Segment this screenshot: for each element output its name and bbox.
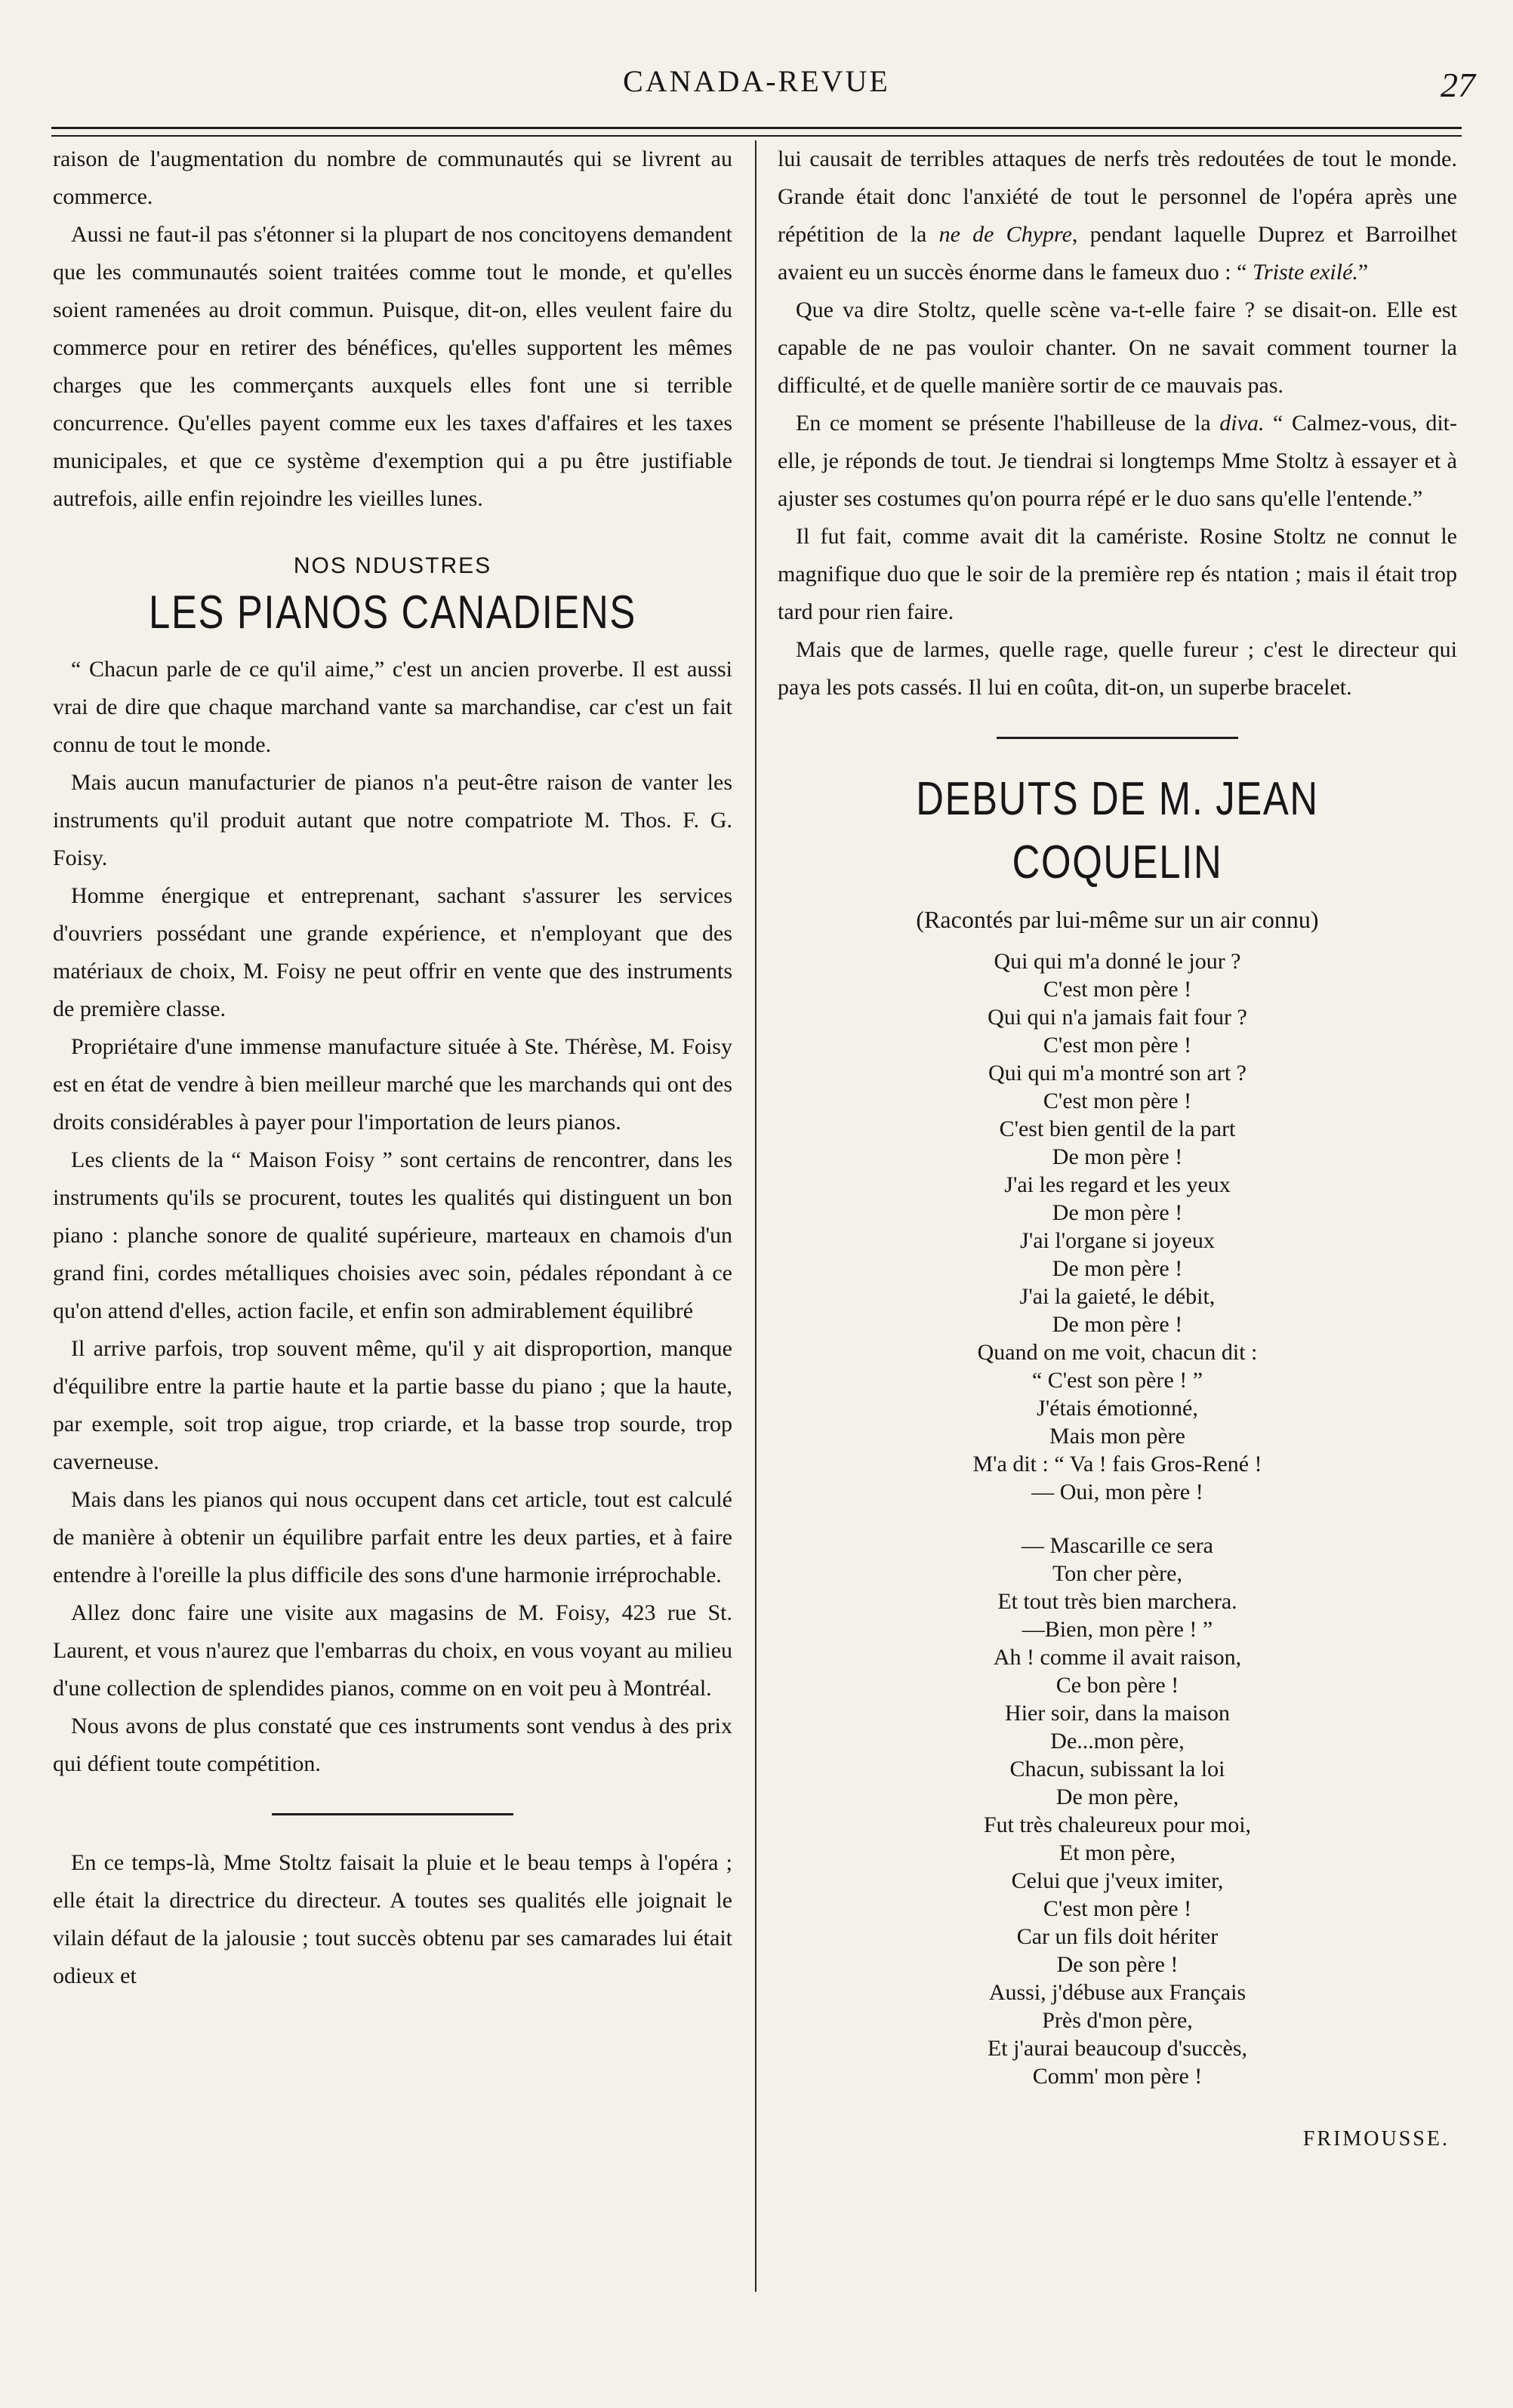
article-title-pianos: LES PIANOS CANADIENS [149, 587, 636, 639]
separator-rule [997, 737, 1238, 739]
poem-line: J'ai l'organe si joyeux [1020, 1228, 1215, 1253]
diva-word: diva. [1219, 411, 1265, 436]
article-subtitle: (Racontés par lui-même sur un air connu) [916, 906, 1319, 933]
poem-line: Mais mon père [1049, 1424, 1185, 1449]
header-double-rule [51, 127, 1462, 137]
poem-line: Et tout très bien marchera. [997, 1589, 1237, 1614]
poem-line: De mon père ! [1052, 1256, 1183, 1281]
section-label: NOS NDUSTRES [293, 553, 492, 578]
paragraph: Il arrive parfois, trop souvent même, qu'il y ait disproportion, manque d'équilibre entre la partie haute et la partie basse du piano ; que la haute, par exemple, soit trop aigue, trop criarde, et la basse trop sourde, trop caverneuse. [53, 1336, 732, 1474]
paragraph: raison de l'augmentation du nombre de communautés qui se livrent au commerce. [53, 146, 732, 209]
page-number: 27 [1441, 66, 1475, 104]
poem-line: Ton cher père, [1052, 1561, 1182, 1586]
poem-line: M'a dit : “ Va ! fais Gros-René ! [972, 1452, 1262, 1477]
poem-line: Et mon père, [1058, 1840, 1176, 1865]
author-signature: FRIMOUSSE. [1302, 2127, 1450, 2151]
poem-line: Quand on me voit, chacun dit : [977, 1340, 1258, 1365]
poem-line: Qui qui m'a montré son art ? [988, 1061, 1246, 1085]
paragraph: Que va dire Stoltz, quelle scène va-t-elle faire ? se disait-on. Elle est capable de ne pas vouloir chanter. On ne savait comment tourner la difficulté, et de quelle manière sortir de ce mauvais pas. [778, 297, 1457, 398]
poem-line: —Bien, mon père ! ” [1022, 1617, 1213, 1642]
paragraph: Mais dans les pianos qui nous occupent dans cet article, tout est calculé de manière à obtenir un équilibre parfait entre les deux parties, et à faire entendre à l'oreille la plus difficile des sons d'une harmonie irréprochable. [53, 1487, 732, 1587]
right-column [778, 140, 1457, 2158]
publication-title: CANADA-REVUE [623, 64, 890, 98]
poem-line: De son père ! [1056, 1952, 1179, 1977]
text-run: En ce moment se présente l'habilleuse de la [796, 411, 1211, 436]
poem-line: De...mon père, [1050, 1729, 1185, 1754]
paragraph: Mais aucun manufacturier de pianos n'a peut-être raison de vanter les instruments qu'il produit autant que notre compatriote M. Thos. F. G. Foisy. [53, 770, 732, 870]
separator-rule [272, 1813, 513, 1815]
poem-line: Qui qui n'a jamais fait four ? [988, 1005, 1247, 1030]
poem-line: Chacun, subissant la loi [1009, 1757, 1225, 1781]
text-run: lui causait de terribles attaques de nerfs très redoutées de tout le monde. Grande était donc l'anxiété de tout le personnel de l'opéra après une répétition de la [778, 146, 1457, 247]
paragraph [778, 405, 1457, 518]
poem-line: C'est mon père ! [1043, 1896, 1192, 1921]
paragraph: “ Chacun parle de ce qu'il aime,” c'est un ancien proverbe. Il est aussi vrai de dire que chaque marchand vante sa marchandise, car c'est un fait connu de tout le monde. [53, 657, 732, 757]
poem-line: “ C'est son père ! ” [1031, 1368, 1203, 1393]
paragraph: Il fut fait, comme avait dit la camériste. Rosine Stoltz ne connut le magnifique duo que le soir de la première rep és ntation ; mais il était trop tard pour rien faire. [778, 524, 1457, 624]
paragraph: Homme énergique et entreprenant, sachant s'assurer les services d'ouvriers possédant une grande expérience, et n'employant que des matériaux de choix, M. Foisy ne peut offrir en vente que des instruments de première classe. [53, 883, 732, 1021]
poem-line: C'est mon père ! [1043, 1089, 1192, 1113]
text-run: ” [1357, 260, 1369, 285]
text-run: “ Calmez-vous, dit-elle, je réponds de tout. Je tiendrai si longtemps Mme Stoltz à essayer et à ajuster ses costumes qu'on pourra répé er le duo sans qu'elle l'entende.” [778, 411, 1457, 511]
poem-line: De mon père ! [1052, 1200, 1183, 1225]
paragraph: Propriétaire d'une immense manufacture située à Ste. Thérèse, M. Foisy est en état de vendre à bien meilleur marché que les marchands qui ont des droits considérables à payer pour l'importation de leurs pianos. [53, 1034, 732, 1135]
poem-line: Ce bon père ! [1055, 1673, 1179, 1698]
text-run: , pendant laquelle Duprez et Barroilhet avaient eu un succès énorme dans le fameux duo : “ [778, 222, 1457, 285]
opera-title: ne de Chypre [938, 222, 1072, 247]
paragraph: Mais que de larmes, quelle rage, quelle fureur ; c'est le directeur qui paya les pots cassés. Il lui en coûta, dit-on, un superbe bracelet. [778, 637, 1457, 700]
poem-line: Et j'aurai beaucoup d'succès, [987, 2036, 1247, 2061]
poem-line: — Mascarille ce sera [1021, 1533, 1214, 1558]
poem-line: Hier soir, dans la maison [1005, 1701, 1230, 1726]
poem-line: Aussi, j'débuse aux Français [988, 1980, 1246, 2005]
poem-line: Fut très chaleureux pour moi, [983, 1812, 1252, 1837]
poem-line: C'est mon père ! [1043, 977, 1192, 1002]
column-divider [755, 140, 756, 2292]
poem-line: Près d'mon père, [1042, 2008, 1193, 2033]
poem-line: Ah ! comme il avait raison, [993, 1645, 1242, 1670]
poem-line: C'est mon père ! [1043, 1033, 1192, 1058]
poem-line: Celui que j'veux imiter, [1011, 1868, 1224, 1893]
paragraph: Les clients de la “ Maison Foisy ” sont certains de rencontrer, dans les instruments qu'ils se procurent, toutes les qualités qui distinguent un bon piano : planche sonore de qualité supérieure, marteaux en chamois d'un grand fini, cordes métalliques choisies avec soin, pédales répondant à ce qu'on attend d'elles, action facile, et enfin son admirablement équilibré [53, 1147, 732, 1323]
paragraph: Nous avons de plus constaté que ces instruments sont vendus à des prix qui défient toute compétition. [53, 1714, 732, 1776]
poem-line: J'ai les regard et les yeux [1004, 1172, 1231, 1197]
left-column [53, 140, 732, 1995]
poem-line: De mon père, [1055, 1784, 1179, 1809]
stanza-gap [778, 1506, 1457, 1532]
poem-line: J'ai la gaieté, le débit, [1019, 1284, 1216, 1309]
paragraph: En ce temps-là, Mme Stoltz faisait la pluie et le beau temps à l'opéra ; elle était la directrice du directeur. A toutes ses qualités elle joignait le vilain défaut de la jalousie ; tout succès obtenu par ses camarades lui était odieux et [53, 1850, 732, 1988]
poem-line: Car un fils doit hériter [1016, 1924, 1219, 1949]
poem-line: Comm' mon père ! [1032, 2064, 1203, 2089]
poem [778, 947, 1457, 2090]
paragraph: Aussi ne faut-il pas s'étonner si la plupart de nos concitoyens demandent que les communautés soient traitées comme tout le monde, et qu'elles soient ramenées au droit commun. Puisque, dit-on, elles veulent faire du commerce pour en retirer des bénéfices, qu'elles supportent les mêmes charges que les commerçants auxquels elles font une si terrible concurrence. Qu'elles payent comme eux les taxes d'affaires et les taxes municipales, et que ce système d'exemption qui a pu être justifiable autrefois, aille enfin rejoindre les vieilles lunes. [53, 222, 732, 511]
poem-line: — Oui, mon père ! [1031, 1480, 1203, 1504]
poem-line: J'étais émotionné, [1037, 1396, 1198, 1421]
poem-line: De mon père ! [1052, 1312, 1183, 1337]
poem-line: Qui qui m'a donné le jour ? [994, 949, 1241, 974]
poem-line: C'est bien gentil de la part [999, 1116, 1236, 1141]
paragraph [778, 140, 1457, 291]
article-title-debuts: DEBUTS DE M. JEAN COQUELIN [916, 773, 1319, 888]
duo-title: Triste exilé. [1252, 260, 1358, 285]
page-header [53, 59, 1475, 127]
paragraph: Allez donc faire une visite aux magasins de M. Foisy, 423 rue St. Laurent, et vous n'aurez que l'embarras du choix, en vous voyant au milieu d'une collection de splendides pianos, comme on en voit peu à Montréal. [53, 1600, 732, 1701]
poem-line: De mon père ! [1052, 1144, 1183, 1169]
